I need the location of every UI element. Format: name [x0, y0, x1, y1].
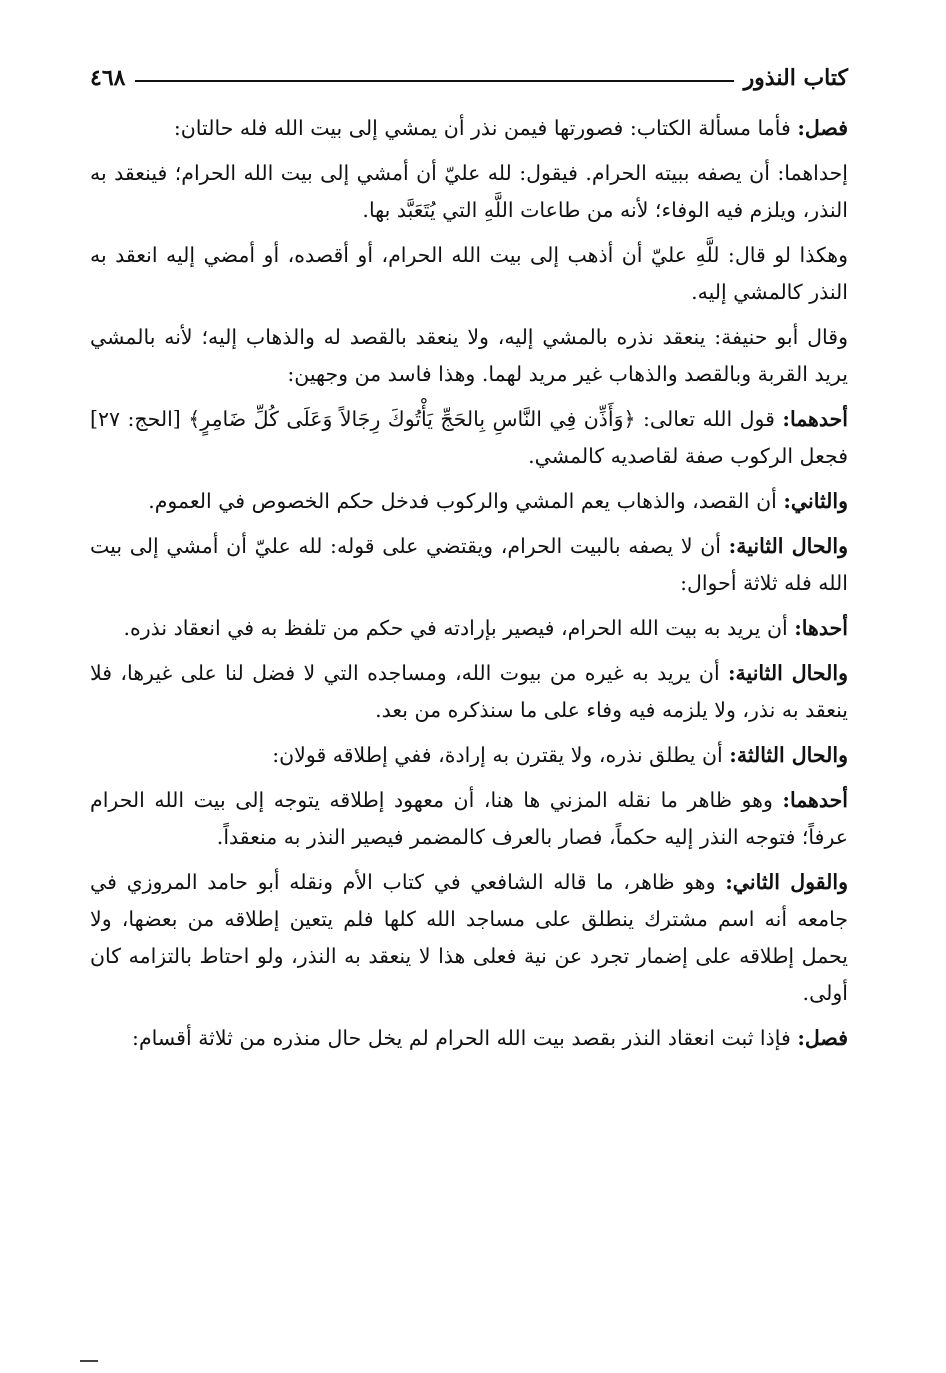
- paragraph: [90, 655, 848, 729]
- paragraph-lead: والقول الثاني:: [725, 870, 848, 894]
- paragraph-lead: فصل:: [797, 1026, 848, 1050]
- paragraph-text: فإذا ثبت انعقاد النذر بقصد بيت الله الحرام لم يخل حال منذره من ثلاثة أقسام:: [132, 1026, 798, 1050]
- corner-mark: [80, 1360, 98, 1362]
- paragraph-text: وقال أبو حنيفة: ينعقد نذره بالمشي إليه، ولا ينعقد بالقصد له والذهاب إليه؛ لأنه بالمشي يريد القربة وبالقصد والذهاب غير مريد لهما. وهذا فاسد من وجهين:: [90, 325, 848, 386]
- paragraph-lead: والثاني:: [783, 489, 848, 513]
- paragraph-text: أن يطلق نذره، ولا يقترن به إرادة، ففي إطلاقه قولان:: [272, 743, 730, 767]
- paragraph: [90, 782, 848, 856]
- running-title: كتاب النذور: [743, 65, 848, 91]
- paragraph: [90, 864, 848, 1012]
- body-text: [90, 110, 848, 1057]
- paragraph: [90, 528, 848, 602]
- paragraph: [90, 155, 848, 229]
- paragraph-text: فأما مسألة الكتاب: فصورتها فيمن نذر أن يمشي إلى بيت الله فله حالتان:: [173, 116, 798, 140]
- header-rule: [135, 80, 733, 82]
- paragraph-text: أن لا يصفه بالبيت الحرام، ويقتضي على قوله: لله عليّ أن أمشي إلى بيت الله فله ثلاثة أحوال:: [90, 534, 848, 595]
- paragraph-lead: والحال الثالثة:: [729, 743, 848, 767]
- paragraph: [90, 110, 848, 147]
- paragraph-lead: فصل:: [797, 116, 848, 140]
- running-header: [90, 60, 848, 96]
- paragraph: [90, 1020, 848, 1057]
- document-page: [90, 60, 848, 1065]
- paragraph-text: وهو ظاهر ما نقله المزني ها هنا، أن معهود إطلاقه يتوجه إلى بيت الله الحرام عرفاً؛ فتوجه النذر إليه حكماً، فصار بالعرف كالمضمر فيصير النذر به منعقداً.: [90, 788, 848, 849]
- paragraph-text: وهكذا لو قال: للَّهِ عليّ أن أذهب إلى بيت الله الحرام، أو أقصده، أو أمضي إليه انعقد به النذر كالمشي إليه.: [90, 243, 848, 304]
- paragraph-lead: أحدها:: [794, 616, 848, 640]
- paragraph: [90, 483, 848, 520]
- paragraph-lead: أحدهما:: [782, 788, 848, 812]
- paragraph-text: أن القصد، والذهاب يعم المشي والركوب فدخل حكم الخصوص في العموم.: [148, 489, 784, 513]
- paragraph: [90, 319, 848, 393]
- paragraph-text: قول الله تعالى: ﴿وَأَذِّن فِي النَّاسِ بِالحَجِّ يَأْتُوكَ رِجَالاً وَعَلَى كُلِّ ضَامِرٍ﴾ [الحج: ٢٧] فجعل الركوب صفة لقاصديه كالمشي.: [90, 407, 848, 468]
- paragraph-text: وهو ظاهر، ما قاله الشافعي في كتاب الأم ونقله أبو حامد المروزي في جامعه أنه اسم مشترك ينطلق على مساجد الله كلها فلم يتعين إطلاقه من بعضها، ولا يحمل إطلاقه على إضمار تجرد عن نية فعلى هذا لا ينعقد به النذر، ولو احتاط بالتزامه كان أولى.: [90, 870, 848, 1005]
- page-number: ٤٦٨: [90, 65, 126, 91]
- paragraph-text: إحداهما: أن يصفه ببيته الحرام. فيقول: لله عليّ أن أمشي إلى بيت الله الحرام؛ فينعقد به النذر، ويلزم فيه الوفاء؛ لأنه من طاعات اللَّهِ التي يُتَعَبَّد بها.: [90, 161, 848, 222]
- paragraph: [90, 737, 848, 774]
- paragraph: [90, 610, 848, 647]
- paragraph-lead: والحال الثانية:: [727, 661, 848, 685]
- paragraph-text: أن يريد به غيره من بيوت الله، ومساجده التي لا فضل لنا على غيرها، فلا ينعقد به نذر، ولا يلزمه فيه وفاء على ما سنذكره من بعد.: [90, 661, 848, 722]
- paragraph-text: أن يريد به بيت الله الحرام، فيصير بإرادته في حكم من تلفظ به في انعقاد نذره.: [123, 616, 795, 640]
- paragraph-lead: أحدهما:: [782, 407, 848, 431]
- paragraph: [90, 237, 848, 311]
- paragraph-lead: والحال الثانية:: [728, 534, 848, 558]
- paragraph: [90, 401, 848, 475]
